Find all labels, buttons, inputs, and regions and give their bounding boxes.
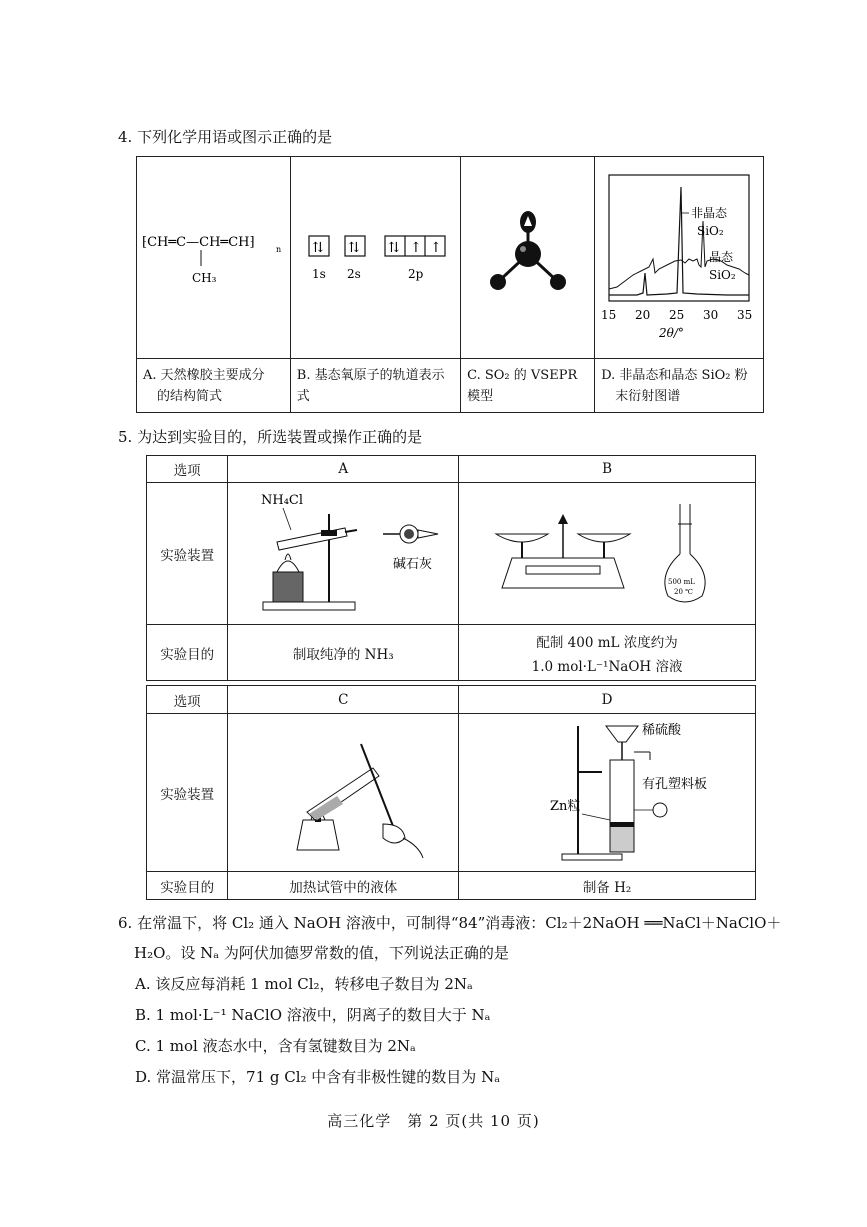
up-down-arrow-icon: ⇅ [312,239,325,256]
caption-b: B. 基态氧原子的轨道表示式 [296,367,445,404]
xrd-label-amorphous: 非晶态 [690,205,727,220]
q4-caption-d [595,359,764,413]
q4-cell-d [595,157,764,359]
up-arrow-icon: ↑ [410,239,423,256]
q6-option-c: C. 1 mol 液态水中，含有氢键数目为 2Nₐ [135,1037,416,1055]
orbital-label-2s: 2s [347,266,362,281]
up-arrow-icon: ↑ [430,239,443,256]
q5-goal-d: 制备 H₂ [459,872,756,900]
label-zn: Zn粒 [550,798,581,814]
q4-caption-b [290,359,460,413]
q5-goal-a: 制取纯净的 NH₃ [228,625,459,681]
orbital-label-2p: 2p [408,266,424,281]
q5-row-option: 选项 [147,456,228,483]
q5-row-device-bottom: 实验装置 [147,714,228,872]
label-porous-plate: 有孔塑料板 [642,776,708,792]
q6-line1: 6. 在常温下，将 Cl₂ 通入 NaOH 溶液中，可制得“84”消毒液：Cl₂＋2NaOH ══NaCl＋NaClO＋ [118,914,782,932]
up-down-arrow-icon: ⇅ [348,239,361,256]
q5-row-option-2: 选项 [147,686,228,714]
q6-option-a: A. 该反应每消耗 1 mol Cl₂，转移电子数目为 2Nₐ [135,975,473,993]
goal-b-line1: 配制 400 mL 浓度约为 [536,634,678,651]
test-tube-heating [233,716,453,866]
flask-volume: 500 mL [668,577,695,586]
xrd-label-amorphous-2: SiO₂ [696,223,724,238]
q5-header-d: D [459,686,756,714]
q5-row-device-top: 实验装置 [147,483,228,625]
sulfur-atom [515,241,541,267]
polymer-n: n [276,244,282,254]
vsepr-model [468,196,588,316]
kipp-generator [462,716,752,866]
q6-option-d: D. 常温常压下，71 g Cl₂ 中含有非极性键的数目为 Nₐ [135,1068,500,1086]
q5-device-c [228,714,459,872]
balance-and-flask [462,484,752,620]
xrd-tick-35: 35 [736,307,752,322]
caption-a-line1: A. 天然橡胶主要成分 [143,367,265,383]
caption-d-line2: 末衍射图谱 [615,388,681,404]
up-down-arrow-icon: ⇅ [388,239,401,256]
label-dilute-h2so4: 稀硫酸 [642,722,682,738]
q6-option-b: B. 1 mol·L⁻¹ NaClO 溶液中，阴离子的数目大于 Nₐ [135,1006,491,1024]
xrd-xlabel: 2θ/° [658,325,684,340]
nh3-apparatus [233,484,453,620]
q4-table [136,156,764,413]
label-soda-lime: 碱石灰 [393,556,433,572]
caption-a-line2: 的结构简式 [157,388,223,404]
xrd-tick-15: 15 [600,307,616,322]
q5-header-b: B [459,456,756,483]
q5-header-c: C [228,686,459,714]
q6-line2: H₂O。设 Nₐ 为阿伏加德罗常数的值，下列说法正确的是 [134,944,509,962]
q5-row-goal-top: 实验目的 [147,625,228,681]
polymer-main: ⁅CH═C—CH═CH⁆ [142,234,255,250]
q4-caption-a [137,359,291,413]
q5-header-a: A [228,456,459,483]
q4-caption-c [461,359,595,413]
oxygen-atom [490,274,506,290]
orbital-diagram [295,216,455,296]
polymer-structure [138,216,288,296]
q4-title: 4. 下列化学用语或图示正确的是 [118,128,333,146]
q5-title: 5. 为达到实验目的，所选装置或操作正确的是 [118,428,423,446]
xrd-spectrum [597,161,762,351]
goal-b-line2: 1.0 mol·L⁻¹NaOH 溶液 [531,658,683,675]
q5-device-d [459,714,756,872]
xrd-label-crystal-2: SiO₂ [708,267,736,282]
polymer-branch: CH₃ [192,270,217,285]
q5-goal-c: 加热试管中的液体 [228,872,459,900]
xrd-tick-20: 20 [634,307,650,322]
q5-device-a [228,483,459,625]
oxygen-atom [550,274,566,290]
q5-row-goal-bottom: 实验目的 [147,872,228,900]
xrd-tick-25: 25 [668,307,684,322]
caption-d-line1: D. 非晶态和晶态 SiO₂ 粉 [601,367,748,383]
caption-c: C. SO₂ 的 VSEPR 模型 [467,367,578,404]
q4-cell-b [290,157,460,359]
q4-cell-c [461,157,595,359]
q5-table-bottom [146,685,756,900]
flask-temp: 20 ℃ [674,587,694,596]
q4-cell-a [137,157,291,359]
q5-table-top [146,455,756,681]
orbital-label-1s: 1s [312,266,327,281]
page-footer: 高三化学 第 2 页(共 10 页) [327,1112,540,1130]
xrd-tick-30: 30 [702,307,718,322]
q5-device-b [459,483,756,625]
label-nh4cl: NH₄Cl [261,492,304,508]
xrd-label-crystal: 晶态 [708,249,733,264]
q5-goal-b [459,625,756,681]
